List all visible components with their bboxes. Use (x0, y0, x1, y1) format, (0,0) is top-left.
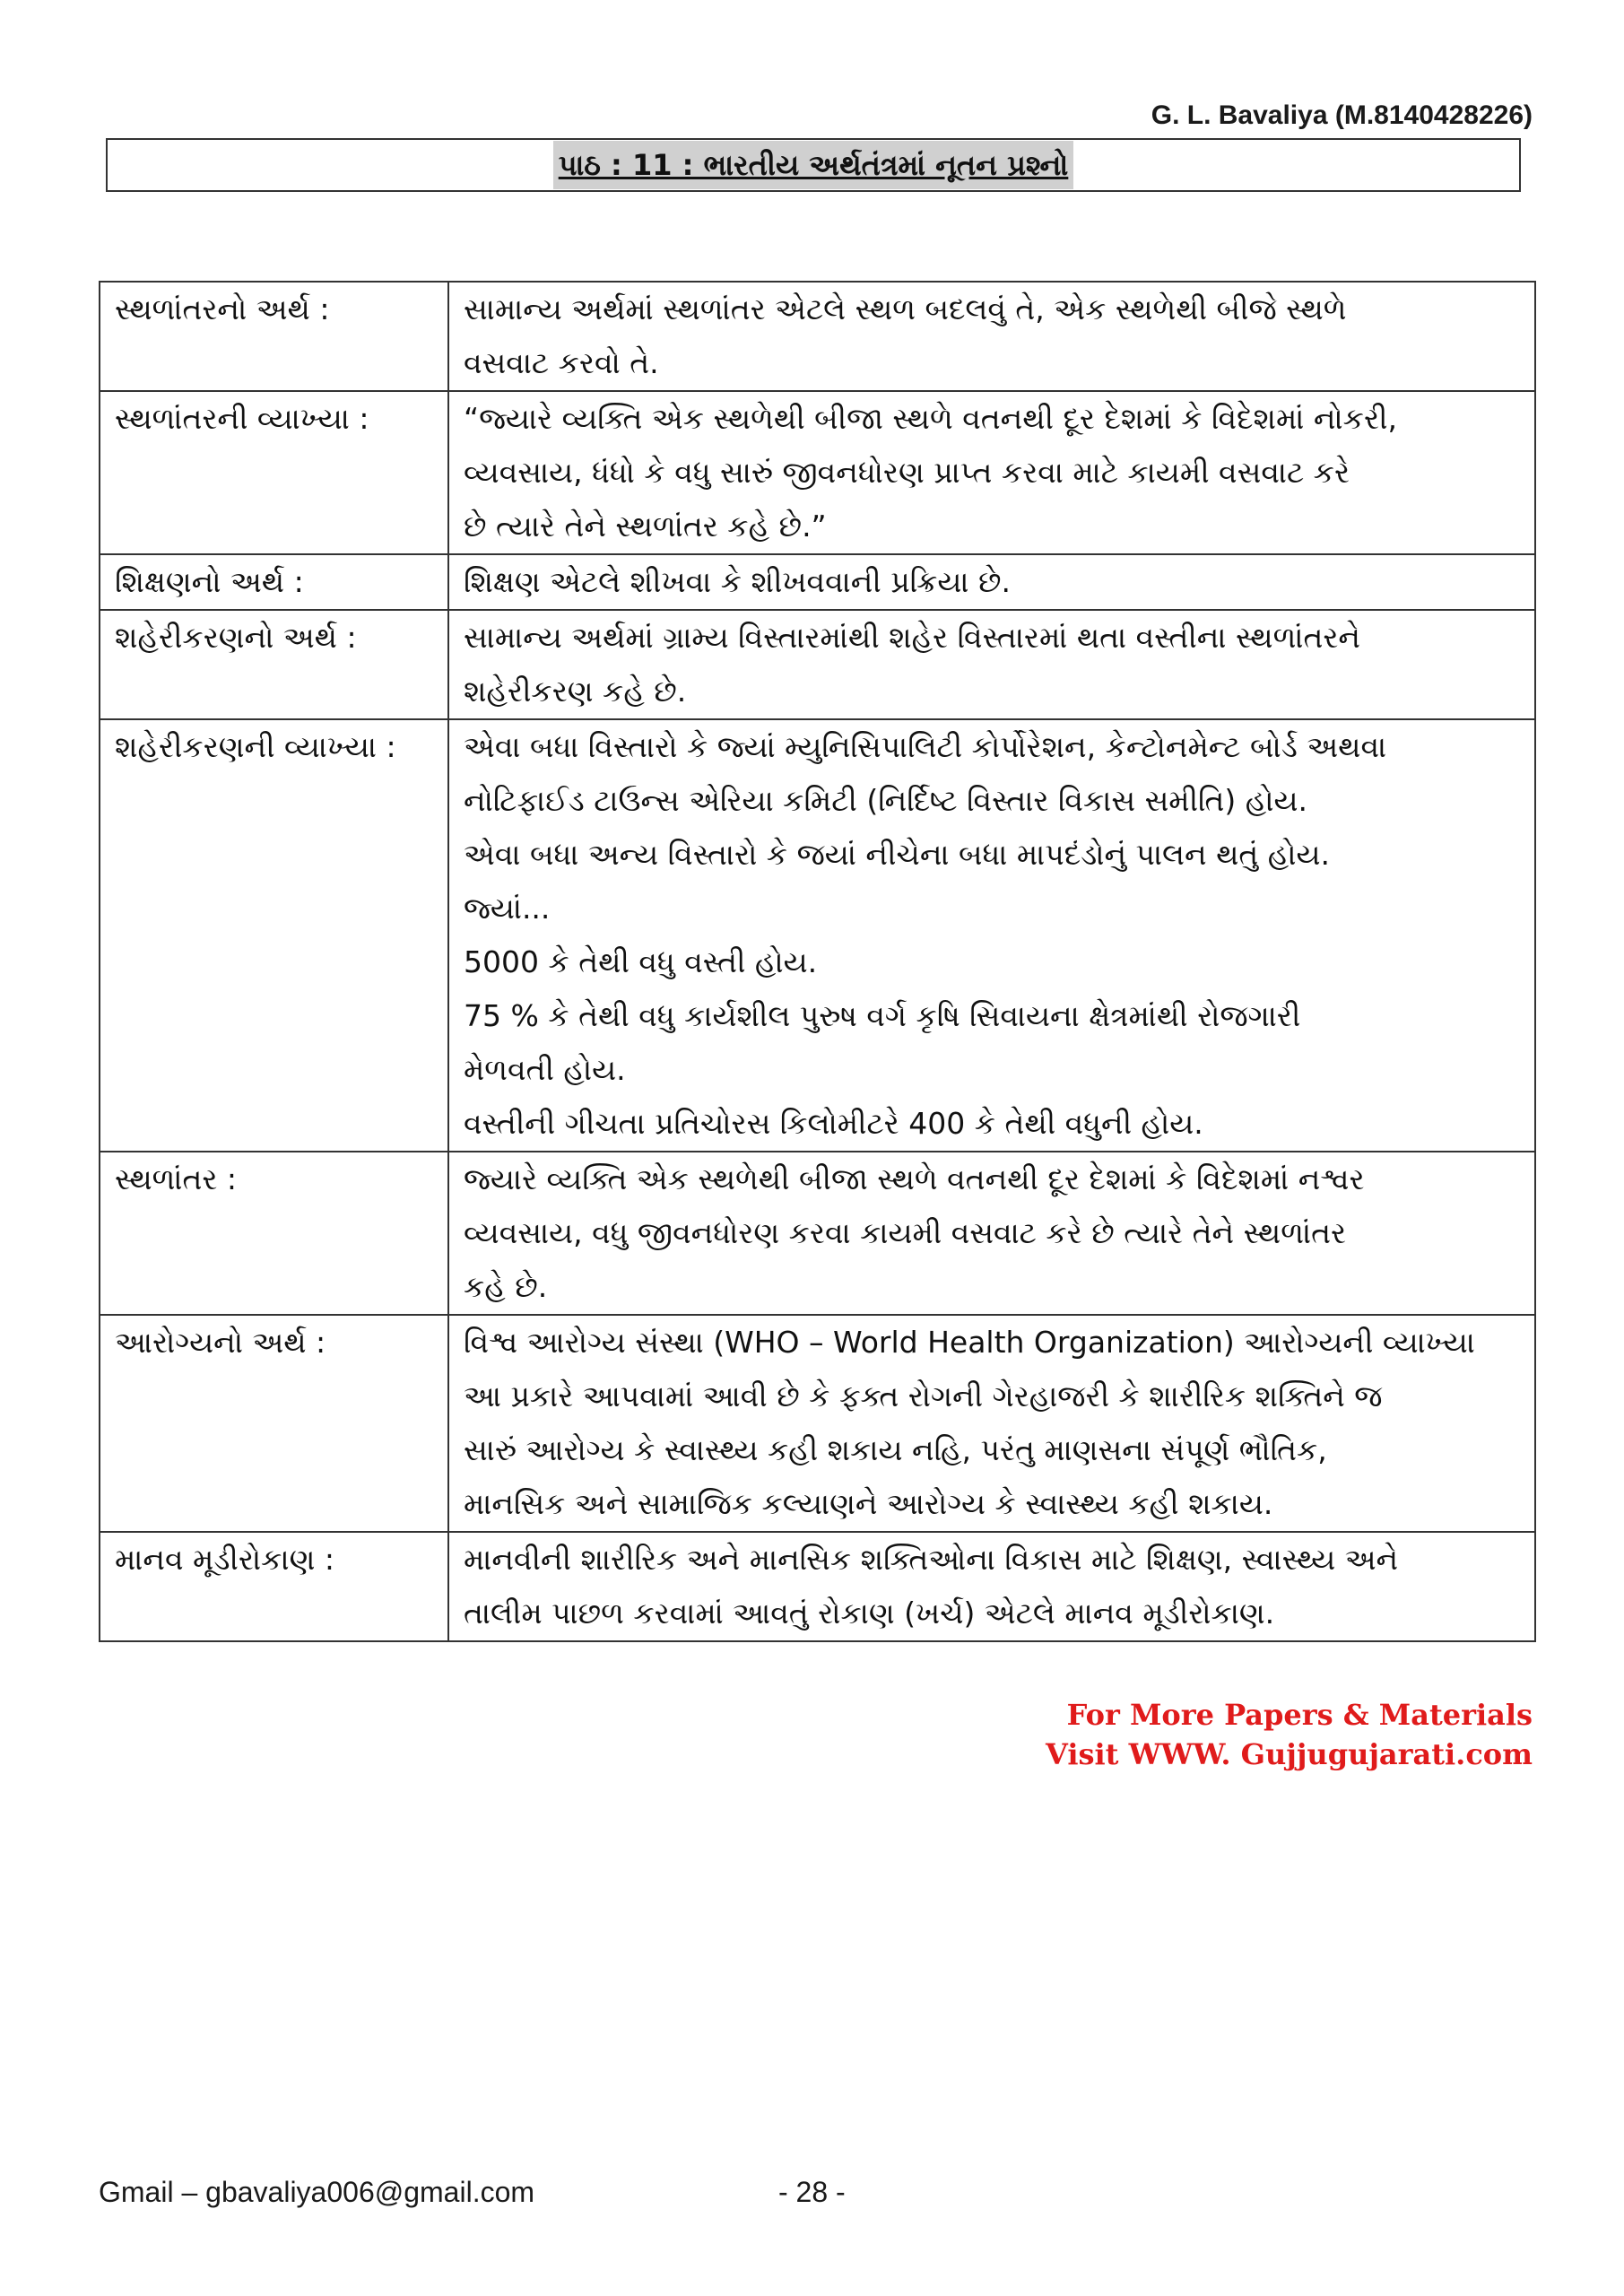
definition-line: શિક્ષણ એટલે શીખવા કે શીખવવાની પ્રક્રિયા છે. (464, 564, 1012, 599)
promo-line-2: Visit WWW. Gujjugujarati.com (1046, 1737, 1533, 1771)
definition-row (100, 554, 1535, 610)
definition-line: માનસિક અને સામાજિક કલ્યાણને આરોગ્ય કે સ્વાસ્થ્ય કહી શકાય. (464, 1486, 1273, 1521)
definition-row (100, 610, 1535, 719)
definition-row (100, 719, 1535, 1152)
definition-line: સામાન્ય અર્થમાં ગ્રામ્ય વિસ્તારમાંથી શહેર વિસ્તારમાં થતા વસ્તીના સ્થળાંતરને (464, 620, 1360, 655)
page-number: - 28 - (778, 2176, 846, 2208)
definition-text (448, 1315, 1535, 1532)
chapter-title-box (106, 138, 1521, 192)
definition-term: સ્થળાંતર : (100, 1152, 448, 1315)
definition-line: “જ્યારે વ્યક્તિ એક સ્થળેથી બીજા સ્થળે વતનથી દૂર દેશમાં કે વિદેશમાં નોકરી, (464, 401, 1397, 436)
definition-row (100, 282, 1535, 391)
definition-text (448, 719, 1535, 1152)
definition-line: સામાન્ય અર્થમાં સ્થળાંતર એટલે સ્થળ બદલવું તે, એક સ્થળેથી બીજે સ્થળે (464, 291, 1347, 326)
definition-text (448, 1532, 1535, 1641)
definition-line: વ્યવસાય, વધુ જીવનધોરણ કરવા કાયમી વસવાટ કરે છે ત્યારે તેને સ્થળાંતર (464, 1215, 1347, 1250)
definition-text (448, 1152, 1535, 1315)
definition-row (100, 1532, 1535, 1641)
definition-term: સ્થળાંતરનો અર્થ : (100, 282, 448, 391)
definition-text (448, 391, 1535, 554)
definition-row (100, 391, 1535, 554)
definition-line: તાલીમ પાછળ કરવામાં આવતું રોકાણ (ખર્ચ) એટલે માનવ મૂડીરોકાણ. (464, 1596, 1275, 1631)
definition-text (448, 610, 1535, 719)
definition-row (100, 1152, 1535, 1315)
author-credit: G. L. Bavaliya (M.8140428226) (1151, 100, 1533, 130)
definition-line: શહેરીકરણ કહે છે. (464, 674, 687, 709)
definition-line: જ્યાં... (464, 891, 551, 926)
definition-line: વસવાટ કરવો તે. (464, 345, 659, 380)
definition-term: આરોગ્યનો અર્થ : (100, 1315, 448, 1532)
definition-line: નોટિફાઈડ ટાઉન્સ એરિયા કમિટી (નિર્દિષ્ટ વિસ્તાર વિકાસ સમીતિ) હોય. (464, 783, 1307, 818)
definition-line: વિશ્વ આરોગ્ય સંસ્થા (WHO – World Health Organization) આરોગ્યની વ્યાખ્યા (464, 1325, 1475, 1360)
footer-email: Gmail – gbavaliya006@gmail.com (99, 2176, 535, 2208)
definition-line: એવા બધા અન્ય વિસ્તારો કે જયાં નીચેના બધા માપદંડોનું પાલન થતું હોય. (464, 837, 1330, 872)
definition-line: માનવીની શારીરિક અને માનસિક શક્તિઓના વિકાસ માટે શિક્ષણ, સ્વાસ્થ્ય અને (464, 1542, 1399, 1577)
definition-line: વસ્તીની ગીચતા પ્રતિચોરસ કિલોમીટરે 400 કે તેથી વધુની હોય. (464, 1106, 1203, 1141)
definition-term: શહેરીકરણની વ્યાખ્યા : (100, 719, 448, 1152)
definition-line: જ્યારે વ્યક્તિ એક સ્થળેથી બીજા સ્થળે વતનથી દૂર દેશમાં કે વિદેશમાં નશ્વર (464, 1161, 1365, 1196)
definition-line: 75 % કે તેથી વધુ કાર્યશીલ પુરુષ વર્ગ કૃષિ સિવાયના ક્ષેત્રમાંથી રોજગારી (464, 998, 1301, 1033)
definition-term: શહેરીકરણનો અર્થ : (100, 610, 448, 719)
definition-line: વ્યવસાય, ધંધો કે વધુ સારું જીવનધોરણ પ્રાપ્ત કરવા માટે કાયમી વસવાટ કરે (464, 455, 1350, 490)
definition-line: છે ત્યારે તેને સ્થળાંતર કહે છે.” (464, 509, 827, 544)
definition-row (100, 1315, 1535, 1532)
definition-text (448, 554, 1535, 610)
definition-text (448, 282, 1535, 391)
definition-line: સારું આરોગ્ય કે સ્વાસ્થ્ય કહી શકાય નહિ, પરંતુ માણસના સંપૂર્ણ ભૌતિક, (464, 1432, 1327, 1467)
promo-text (1046, 1695, 1533, 1774)
definition-term: માનવ મૂડીરોકાણ : (100, 1532, 448, 1641)
definition-line: આ પ્રકારે આપવામાં આવી છે કે ફક્ત રોગની ગેરહાજરી કે શારીરિક શક્તિને જ (464, 1378, 1383, 1413)
promo-line-1: For More Papers & Materials (1066, 1698, 1533, 1732)
definition-term: શિક્ષણનો અર્થ : (100, 554, 448, 610)
definition-line: કહે છે. (464, 1269, 548, 1304)
definition-line: એવા બધા વિસ્તારો કે જ્યાં મ્યુનિસિપાલિટી કોર્પોરેશન, કેન્ટોનમેન્ટ બોર્ડ અથવા (464, 729, 1387, 764)
definition-line: 5000 કે તેથી વધુ વસ્તી હોય. (464, 944, 818, 979)
definitions-table (99, 281, 1536, 1642)
definition-term: સ્થળાંતરની વ્યાખ્યા : (100, 391, 448, 554)
definition-line: મેળવતી હોય. (464, 1052, 626, 1087)
chapter-title: પાઠ : 11 : ભારતીય અર્થતંત્રમાં નૂતન પ્રશ્નો (553, 141, 1074, 189)
